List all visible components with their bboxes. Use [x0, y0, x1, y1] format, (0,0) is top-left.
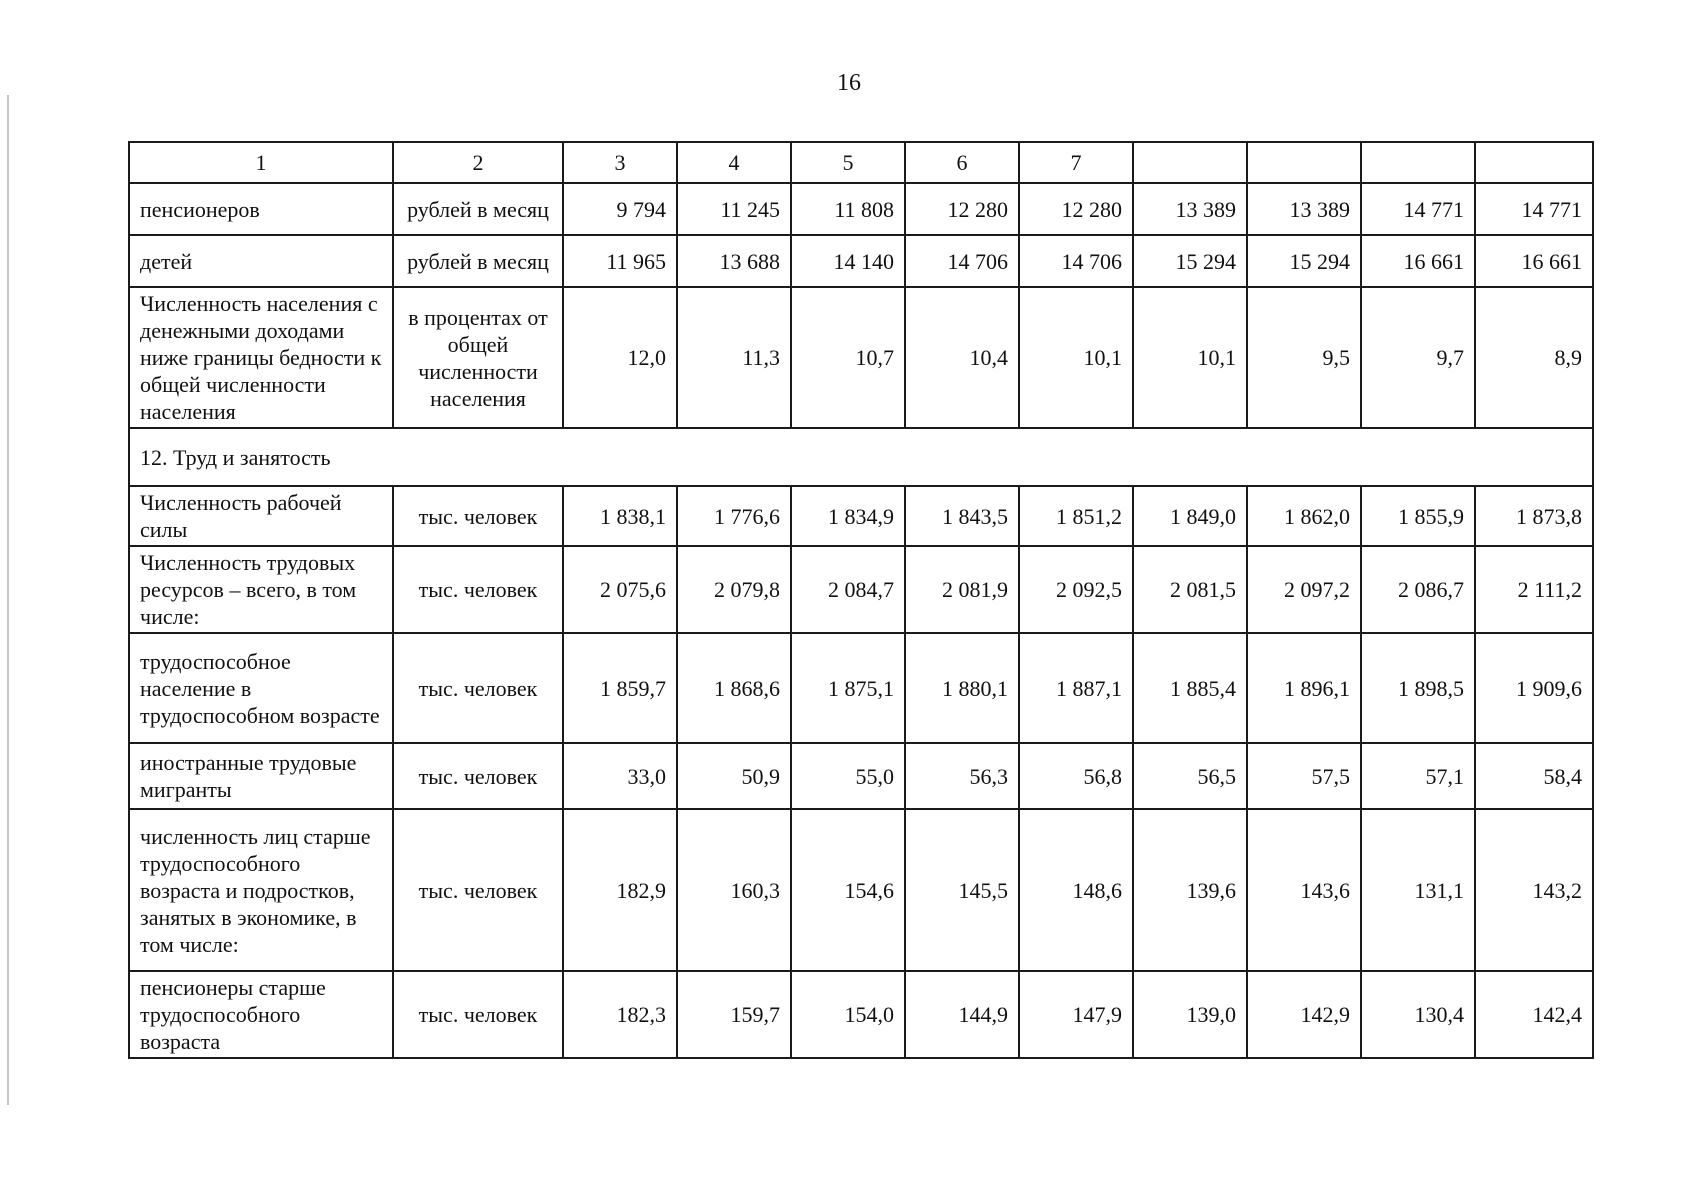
value-cell: 11 965: [563, 235, 677, 287]
section-title: 12. Труд и занятость: [129, 428, 1593, 486]
value-cell: 10,4: [905, 287, 1019, 428]
data-table: [128, 141, 1594, 1059]
value-cell: 33,0: [563, 743, 677, 809]
value-cell: 56,8: [1019, 743, 1133, 809]
table-row: [129, 809, 1593, 971]
value-cell: 142,9: [1247, 971, 1361, 1058]
table-row: [129, 486, 1593, 546]
indicator-name: численность лиц старше трудоспособного возраста и подростков, занятых в экономике, в том числе:: [129, 809, 393, 971]
value-cell: 13 688: [677, 235, 791, 287]
value-cell: 57,1: [1361, 743, 1475, 809]
value-cell: 1 776,6: [677, 486, 791, 546]
value-cell: 1 898,5: [1361, 633, 1475, 743]
value-cell: 13 389: [1133, 183, 1247, 235]
table-row: [129, 971, 1593, 1058]
value-cell: 139,6: [1133, 809, 1247, 971]
value-cell: 14 706: [905, 235, 1019, 287]
value-cell: 14 706: [1019, 235, 1133, 287]
value-cell: 182,3: [563, 971, 677, 1058]
value-cell: 1 880,1: [905, 633, 1019, 743]
value-cell: 1 838,1: [563, 486, 677, 546]
value-cell: 8,9: [1475, 287, 1593, 428]
value-cell: 2 075,6: [563, 546, 677, 633]
value-cell: 1 885,4: [1133, 633, 1247, 743]
unit-cell: рублей в месяц: [393, 235, 563, 287]
column-number: 7: [1019, 142, 1133, 183]
indicator-name: Численность населения с денежными доходами ниже границы бедности к общей численности населения: [129, 287, 393, 428]
value-cell: 50,9: [677, 743, 791, 809]
scan-edge-line: [7, 95, 9, 1105]
table-row: [129, 633, 1593, 743]
value-cell: 1 855,9: [1361, 486, 1475, 546]
value-cell: 56,5: [1133, 743, 1247, 809]
value-cell: 2 092,5: [1019, 546, 1133, 633]
value-cell: 142,4: [1475, 971, 1593, 1058]
value-cell: 2 097,2: [1247, 546, 1361, 633]
value-cell: 2 111,2: [1475, 546, 1593, 633]
value-cell: 139,0: [1133, 971, 1247, 1058]
unit-cell: тыс. человек: [393, 809, 563, 971]
value-cell: 14 771: [1475, 183, 1593, 235]
value-cell: 14 771: [1361, 183, 1475, 235]
value-cell: 130,4: [1361, 971, 1475, 1058]
indicator-name: детей: [129, 235, 393, 287]
value-cell: 12 280: [905, 183, 1019, 235]
value-cell: 56,3: [905, 743, 1019, 809]
page-number: 16: [837, 70, 861, 96]
value-cell: 154,6: [791, 809, 905, 971]
value-cell: 131,1: [1361, 809, 1475, 971]
indicator-name: пенсионеры старше трудоспособного возраста: [129, 971, 393, 1058]
table-row: [129, 235, 1593, 287]
value-cell: 1 849,0: [1133, 486, 1247, 546]
value-cell: 11 245: [677, 183, 791, 235]
table-row: [129, 546, 1593, 633]
unit-cell: тыс. человек: [393, 546, 563, 633]
header-row: [129, 142, 1593, 183]
column-number: [1133, 142, 1247, 183]
value-cell: 9,5: [1247, 287, 1361, 428]
value-cell: 16 661: [1361, 235, 1475, 287]
value-cell: 9,7: [1361, 287, 1475, 428]
value-cell: 11,3: [677, 287, 791, 428]
value-cell: 2 086,7: [1361, 546, 1475, 633]
column-number: 3: [563, 142, 677, 183]
column-number: [1361, 142, 1475, 183]
column-number: [1475, 142, 1593, 183]
value-cell: 1 843,5: [905, 486, 1019, 546]
unit-cell: тыс. человек: [393, 743, 563, 809]
value-cell: 12 280: [1019, 183, 1133, 235]
value-cell: 13 389: [1247, 183, 1361, 235]
value-cell: 15 294: [1247, 235, 1361, 287]
value-cell: 182,9: [563, 809, 677, 971]
value-cell: 145,5: [905, 809, 1019, 971]
indicator-name: трудоспособное население в трудоспособном возрасте: [129, 633, 393, 743]
value-cell: 1 862,0: [1247, 486, 1361, 546]
value-cell: 1 887,1: [1019, 633, 1133, 743]
value-cell: 144,9: [905, 971, 1019, 1058]
indicator-name: пенсионеров: [129, 183, 393, 235]
unit-cell: тыс. человек: [393, 486, 563, 546]
unit-cell: тыс. человек: [393, 971, 563, 1058]
value-cell: 148,6: [1019, 809, 1133, 971]
value-cell: 57,5: [1247, 743, 1361, 809]
value-cell: 147,9: [1019, 971, 1133, 1058]
value-cell: 1 873,8: [1475, 486, 1593, 546]
table-body: [129, 142, 1593, 1058]
value-cell: 1 909,6: [1475, 633, 1593, 743]
value-cell: 1 896,1: [1247, 633, 1361, 743]
value-cell: 15 294: [1133, 235, 1247, 287]
value-cell: 2 081,5: [1133, 546, 1247, 633]
table-row: [129, 743, 1593, 809]
value-cell: 2 084,7: [791, 546, 905, 633]
indicator-name: Численность рабочей силы: [129, 486, 393, 546]
value-cell: 1 851,2: [1019, 486, 1133, 546]
column-number: [1247, 142, 1361, 183]
value-cell: 14 140: [791, 235, 905, 287]
value-cell: 10,7: [791, 287, 905, 428]
column-number: 4: [677, 142, 791, 183]
column-number: 5: [791, 142, 905, 183]
value-cell: 1 834,9: [791, 486, 905, 546]
value-cell: 159,7: [677, 971, 791, 1058]
indicator-name: Численность трудовых ресурсов – всего, в том числе:: [129, 546, 393, 633]
value-cell: 2 079,8: [677, 546, 791, 633]
column-number: 2: [393, 142, 563, 183]
table-row: [129, 287, 1593, 428]
value-cell: 160,3: [677, 809, 791, 971]
value-cell: 10,1: [1019, 287, 1133, 428]
value-cell: 1 868,6: [677, 633, 791, 743]
value-cell: 16 661: [1475, 235, 1593, 287]
unit-cell: в процентах от общей численности населения: [393, 287, 563, 428]
table-row: [129, 183, 1593, 235]
column-number: 1: [129, 142, 393, 183]
value-cell: 154,0: [791, 971, 905, 1058]
unit-cell: тыс. человек: [393, 633, 563, 743]
value-cell: 1 875,1: [791, 633, 905, 743]
section-row: [129, 428, 1593, 486]
value-cell: 9 794: [563, 183, 677, 235]
unit-cell: рублей в месяц: [393, 183, 563, 235]
value-cell: 10,1: [1133, 287, 1247, 428]
value-cell: 55,0: [791, 743, 905, 809]
indicator-name: иностранные трудовые мигранты: [129, 743, 393, 809]
value-cell: 11 808: [791, 183, 905, 235]
column-number: 6: [905, 142, 1019, 183]
value-cell: 1 859,7: [563, 633, 677, 743]
value-cell: 12,0: [563, 287, 677, 428]
value-cell: 2 081,9: [905, 546, 1019, 633]
value-cell: 58,4: [1475, 743, 1593, 809]
value-cell: 143,6: [1247, 809, 1361, 971]
value-cell: 143,2: [1475, 809, 1593, 971]
